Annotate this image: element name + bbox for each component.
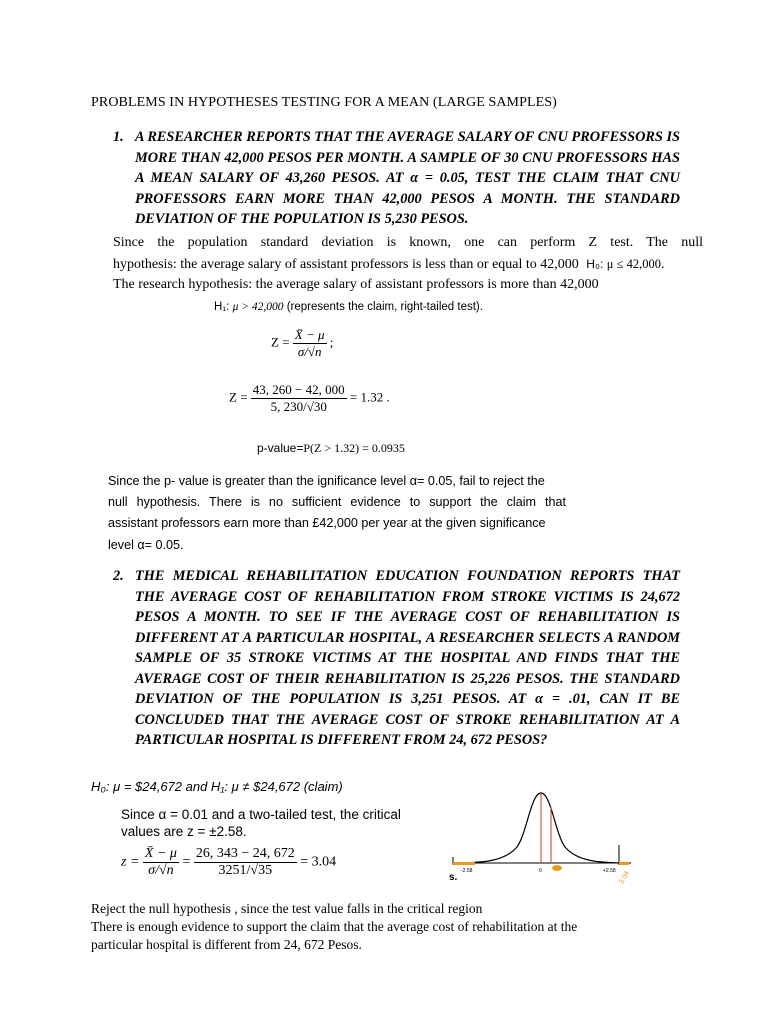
z-formula-2 <box>121 846 336 879</box>
problem-2-number: 2. <box>113 568 124 584</box>
problem-2-text: THE MEDICAL REHABILITATION EDUCATION FOUNDATION REPORTS THAT THE AVERAGE COST OF REHABILITATION FROM STROKE VICTIMS IS 24,672 PESOS A MONTH. TO SEE IF THE AVERAGE COST OF REHABILITATION IS DIFFERENT AT A PARTICULAR HOSPITAL, A RESEARCHER SELECTS A RANDOM SAMPLE OF 35 STROKE VICTIMS AT THE HOSPITAL AND FINDS THAT THE AVERAGE COST OF THEIR REHABILITATION IS 25,226 PESOS. THE STANDARD DEVIATION OF THE POPULATION IS 3,251 PESOS. AT α = .01, CAN IT BE CONCLUDED THAT THE AVERAGE COST OF STROKE REHABILITATION AT A PARTICULAR HOSPITAL IS DIFFERENT FROM 24, 672 PESOS? <box>135 568 680 748</box>
problem-2-hypotheses: H₀: μ = $24,672 and H₁: μ ≠ $24,672 (claim) <box>91 779 343 794</box>
h0-expression: μ ≤ 42,000 <box>606 256 661 271</box>
right-critical-region <box>619 862 629 865</box>
normal-distribution-graph <box>445 787 645 887</box>
z-computation-denominator: 5, 230/√30 <box>270 399 327 414</box>
z2-lhs: z = <box>121 854 140 870</box>
z-formula <box>271 327 333 360</box>
conclusion-line: Since the p- value is greater than the ignificance level α= 0.05, fail to reject the <box>108 474 545 488</box>
p-value-line <box>257 441 405 456</box>
left-critical-region <box>453 862 475 865</box>
z2-denominator: σ/√n <box>148 863 174 878</box>
h0-label: H₀: <box>586 256 604 271</box>
conclusion-line: particular hospital is different from 24, 672 Pesos. <box>91 937 362 952</box>
z2-fraction <box>143 846 179 879</box>
left-critical-label: -2.58 <box>461 868 473 874</box>
problem-1-number: 1. <box>113 129 124 145</box>
z2-result: = 3.04 <box>300 854 337 870</box>
test-value-marker <box>552 865 562 871</box>
p-value-expression: P(Z > 1.32) = 0.0935 <box>303 441 405 455</box>
graph-mark-s: s. <box>449 872 458 883</box>
problem-1-conclusion <box>108 471 566 556</box>
conclusion-line: Reject the null hypothesis , since the test value falls in the critical region <box>91 901 483 916</box>
z2-computation-fraction <box>194 846 297 879</box>
conclusion-line: level α= 0.05. <box>108 537 184 552</box>
z-lhs: Z = <box>229 389 248 405</box>
z2-equals: = <box>182 854 191 870</box>
z2-computation-denominator: 3251/√35 <box>218 863 273 878</box>
z-computation-numerator: 43, 260 − 42, 000 <box>252 382 345 397</box>
problem-2-statement <box>113 566 680 751</box>
right-critical-label: +2.58 <box>603 868 616 874</box>
conclusion-line: null hypothesis. There is no sufficient evidence to support the claim that <box>108 495 566 510</box>
z-fraction <box>293 327 327 360</box>
null-hypothesis-text: hypothesis: the average salary of assistant professors is less than or equal to 42,000 <box>113 256 579 272</box>
h1-expression: μ > 42,000 <box>232 301 284 313</box>
z-computation <box>229 382 390 415</box>
h1-statement <box>214 301 483 313</box>
z-lhs: Z = <box>271 334 290 350</box>
problem-1-explanation <box>113 233 703 296</box>
z2-numerator: X̄ − μ <box>144 846 177 861</box>
explanation-line-1: Since the population standard deviation is known, one can perform Z test. The null <box>113 235 703 250</box>
problem-1-text: A RESEARCHER REPORTS THAT THE AVERAGE SALARY OF CNU PROFESSORS IS MORE THAN 42,000 PESOS PER MONTH. A SAMPLE OF 30 CNU PROFESSORS HAS A MEAN SALARY OF 43,260 PESOS. AT α = 0.05, TEST THE CLAIM THAT CNU PROFESSORS EARN MORE THAN 42,000 PESOS A MONTH. THE STANDARD DEVIATION OF THE POPULATION IS 5,230 PESOS. <box>135 129 680 227</box>
z-denominator: σ/√n <box>297 344 322 359</box>
p-value-label: p-value= <box>257 441 304 455</box>
conclusion-line: assistant professors earn more than £42,000 per year at the given significance <box>108 516 546 531</box>
problem-1-statement <box>113 127 680 230</box>
z2-computation-numerator: 26, 343 − 24, 672 <box>195 846 295 861</box>
h1-note: (represents the claim, right-tailed test). <box>286 301 483 313</box>
graph-test-value-label: 3.04 <box>618 870 632 886</box>
z-numerator: X̄ − μ <box>294 327 325 342</box>
z-computation-fraction <box>251 382 347 415</box>
z-semicolon: ; <box>329 334 334 350</box>
z-computation-result: = 1.32 . <box>349 389 390 405</box>
explanation-line-2: hypothesis: the average salary of assistant professors is less than or equal to 42,000 H₀: μ ≤ 42,000. <box>113 256 665 272</box>
h1-label: H₁: <box>214 301 230 313</box>
conclusion-line: There is enough evidence to support the claim that the average cost of rehabilitation at the <box>91 919 578 934</box>
explanation-line-3: The research hypothesis: the average salary of assistant professors is more than 42,000 <box>113 277 599 292</box>
page-title: PROBLEMS IN HYPOTHESES TESTING FOR A MEAN (LARGE SAMPLES) <box>91 95 557 110</box>
critical-values-text: Since α = 0.01 and a two-tailed test, the critical values are z = ±2.58. <box>121 807 401 839</box>
problem-2-conclusion <box>91 900 651 954</box>
center-label: 0 <box>539 868 542 874</box>
